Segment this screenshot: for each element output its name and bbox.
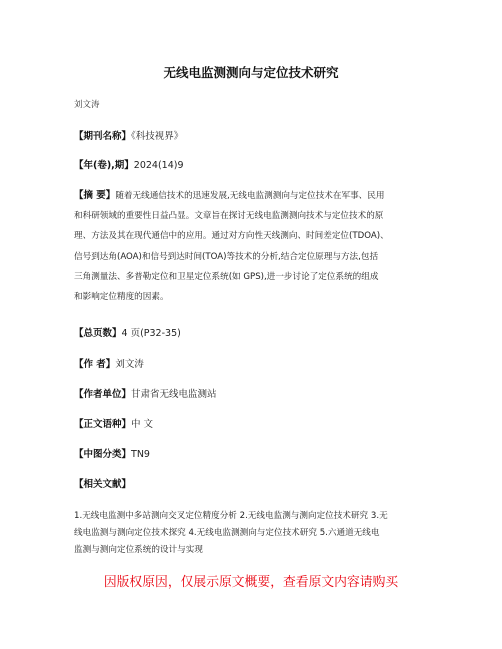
abstract-line: 三角测量法、多普勒定位和卫星定位系统(如 GPS),进一步讨论了定位系统的组成 [74, 271, 379, 282]
author-line: 刘文涛 [74, 100, 100, 110]
related-line[interactable]: 1.无线电监测中多站测向交叉定位精度分析 2.无线电监测与测向定位技术研究 3.无 [74, 511, 388, 521]
field-year-volume-issue [74, 157, 184, 171]
document-title: 无线电监测测向与定位技术研究 [163, 65, 339, 80]
abstract-label: 【摘 要】 [74, 190, 116, 201]
related-line[interactable]: 线电监测与测向定位技术探究 4.无线电监测测向与定位技术研究 5.六通道无线电 [74, 528, 380, 538]
field-value: 中 文 [131, 419, 154, 430]
field-related-literature [74, 476, 131, 490]
field-language [74, 416, 153, 430]
field-label: 【年(卷),期】 [74, 160, 134, 171]
field-page-count [74, 325, 181, 339]
copyright-notice[interactable]: 因版权原因，仅展示原文概要，查看原文内容请购买 [103, 575, 399, 590]
abstract-line: 和影响定位精度的因素。 [74, 292, 169, 303]
field-label: 【作者单位】 [74, 389, 132, 400]
related-literature-list [74, 508, 388, 559]
field-label: 【正文语种】 [74, 419, 132, 430]
field-value: 《科技视界》 [131, 131, 184, 142]
field-value: 甘肃省无线电监测站 [131, 389, 217, 400]
field-affiliation [74, 386, 217, 400]
field-value: TN9 [131, 449, 150, 460]
field-label: 【期刊名称】 [74, 131, 132, 142]
field-classification [74, 446, 150, 460]
abstract-line: 随着无线通信技术的迅速发展,无线电监测测向与定位技术在军事、民用 [115, 191, 385, 201]
field-journal [74, 128, 183, 142]
field-value: 2024(14)9 [133, 160, 184, 171]
field-label: 【作 者】 [74, 359, 116, 370]
abstract-line: 理、方法及其在现代通信中的应用。通过对方向性天线测向、时间差定位(TDOA)、 [74, 231, 389, 242]
field-author [74, 356, 144, 370]
related-line[interactable]: 监测与测向定位系统的设计与实现 [74, 545, 203, 555]
field-value: 刘文涛 [115, 359, 144, 370]
field-value: 4 页(P32-35) [121, 328, 181, 339]
abstract-line: 信号到达角(AOA)和信号到达时间(TOA)等技术的分析,结合定位原理与方法,包括 [74, 251, 379, 262]
field-label: 【中图分类】 [74, 449, 132, 460]
abstract-line: 和科研领域的重要性日益凸显。文章旨在探讨无线电监测测向技术与定位技术的原 [74, 211, 384, 222]
abstract-block [74, 186, 389, 307]
field-label: 【总页数】 [74, 328, 122, 339]
field-label: 【相关文献】 [74, 479, 132, 490]
